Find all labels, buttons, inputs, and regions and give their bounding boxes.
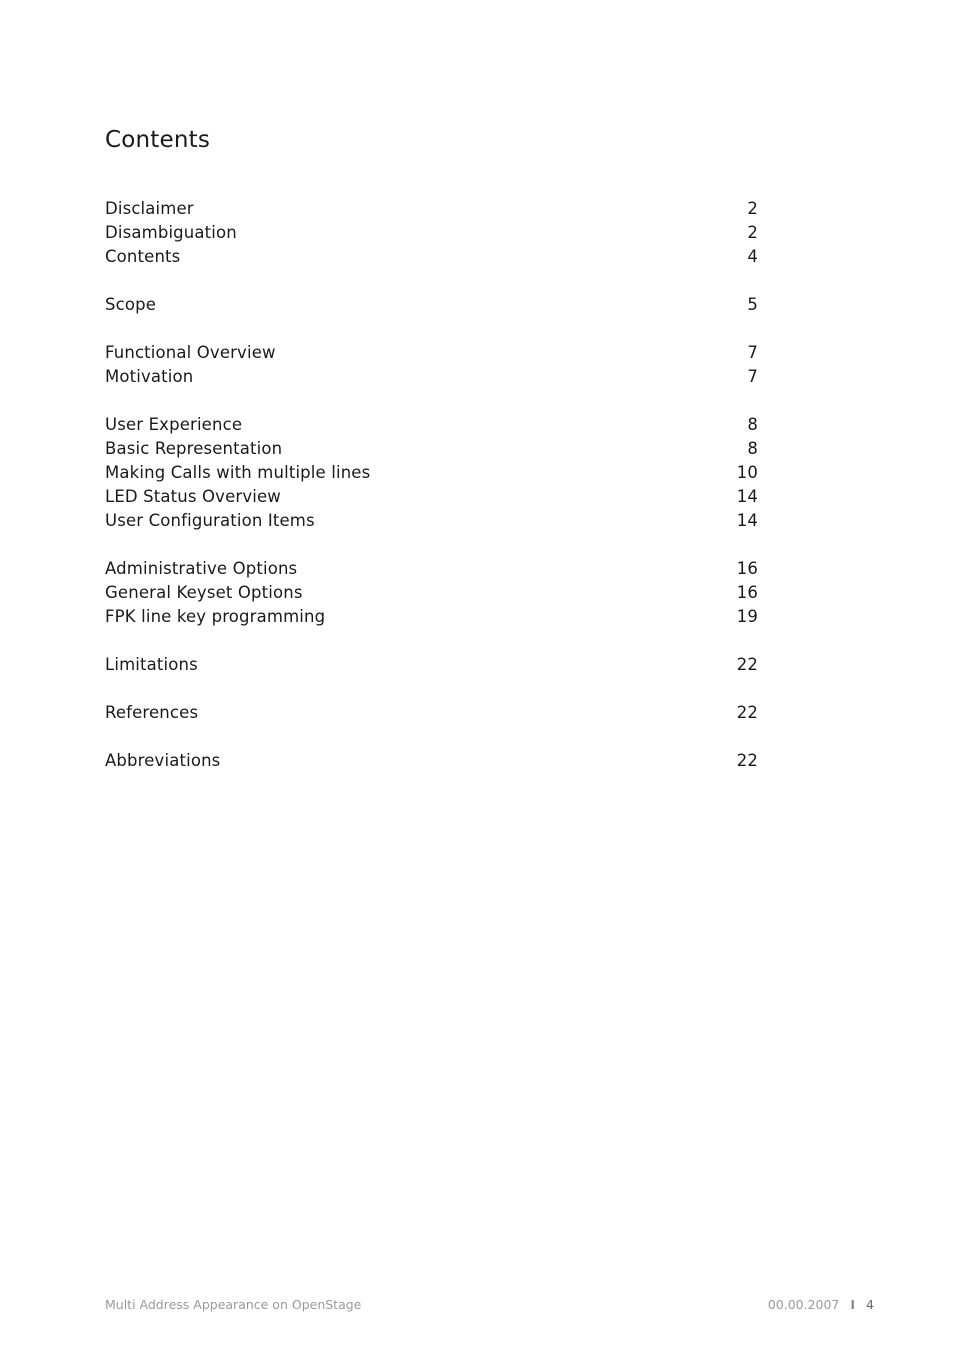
toc-entry[interactable] [105, 197, 758, 221]
toc-entry-label: Motivation [105, 367, 194, 386]
toc-entry[interactable] [105, 605, 758, 629]
toc-section [105, 653, 758, 677]
toc-entry-label: User Configuration Items [105, 511, 315, 530]
toc-entry[interactable] [105, 485, 758, 509]
toc-entry-page: 7 [747, 343, 758, 362]
toc-entry-label: Basic Representation [105, 439, 283, 458]
toc-section [105, 341, 758, 389]
toc-entry-page: 7 [747, 367, 758, 386]
page-footer [105, 1297, 874, 1312]
toc-entry-page: 14 [736, 511, 758, 530]
toc-entry[interactable] [105, 293, 758, 317]
toc-entry-page: 5 [747, 295, 758, 314]
footer-right [768, 1297, 874, 1312]
toc-entry[interactable] [105, 581, 758, 605]
toc-entry[interactable] [105, 653, 758, 677]
toc-section [105, 749, 758, 773]
toc-entry[interactable] [105, 341, 758, 365]
footer-separator: I [850, 1297, 856, 1312]
toc-entry-label: Scope [105, 295, 157, 314]
toc-entry[interactable] [105, 437, 758, 461]
footer-document-title: Multi Address Appearance on OpenStage [105, 1297, 362, 1312]
toc-entry[interactable] [105, 509, 758, 533]
toc-entry-page: 14 [736, 487, 758, 506]
toc-entry-label: FPK line key programming [105, 607, 326, 626]
toc-entry-label: Disambiguation [105, 223, 237, 242]
toc-entry[interactable] [105, 749, 758, 773]
toc-entry-label: Functional Overview [105, 343, 276, 362]
toc-entry-page: 22 [736, 751, 758, 770]
toc-entry[interactable] [105, 413, 758, 437]
toc-entry-label: Abbreviations [105, 751, 221, 770]
toc-section [105, 701, 758, 725]
toc-entry-page: 4 [747, 247, 758, 266]
toc-entry-page: 22 [736, 703, 758, 722]
toc-entry-page: 2 [747, 223, 758, 242]
toc-entry[interactable] [105, 221, 758, 245]
toc-section [105, 197, 758, 269]
footer-page-number: 4 [866, 1297, 874, 1312]
toc-entry-page: 8 [747, 415, 758, 434]
toc-entry-page: 22 [736, 655, 758, 674]
toc-section [105, 557, 758, 629]
toc-entry-label: Limitations [105, 655, 198, 674]
toc-entry-label: General Keyset Options [105, 583, 303, 602]
toc-section [105, 293, 758, 317]
toc-entry[interactable] [105, 557, 758, 581]
toc-entry-page: 2 [747, 199, 758, 218]
toc-entry-label: Making Calls with multiple lines [105, 463, 371, 482]
toc-entry[interactable] [105, 461, 758, 485]
toc-entry-label: User Experience [105, 415, 243, 434]
toc-entry[interactable] [105, 365, 758, 389]
toc-entry-label: Disclaimer [105, 199, 194, 218]
footer-date: 00.00.2007 [767, 1297, 840, 1312]
toc-section [105, 413, 758, 533]
toc-entry-page: 8 [747, 439, 758, 458]
toc-entry-label: LED Status Overview [105, 487, 281, 506]
toc-entry-label: References [105, 703, 199, 722]
table-of-contents [105, 197, 758, 797]
toc-entry-label: Contents [105, 247, 181, 266]
page-title: Contents [105, 127, 211, 153]
toc-entry-label: Administrative Options [105, 559, 298, 578]
toc-entry-page: 19 [736, 607, 758, 626]
toc-entry[interactable] [105, 701, 758, 725]
toc-entry-page: 10 [736, 463, 758, 482]
toc-entry-page: 16 [736, 559, 758, 578]
toc-entry[interactable] [105, 245, 758, 269]
toc-entry-page: 16 [736, 583, 758, 602]
